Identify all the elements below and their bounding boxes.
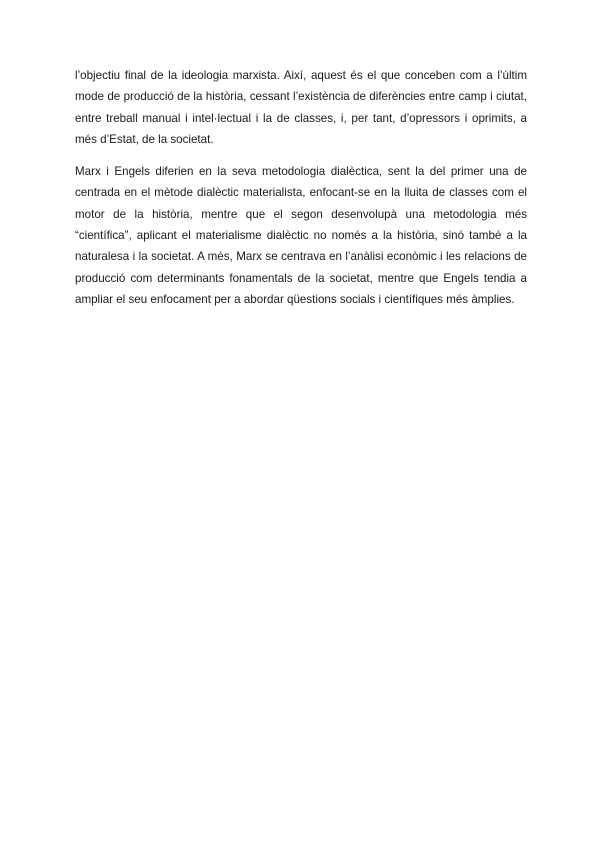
- paragraph-1: l’objectiu final de la ideologia marxista. Així, aquest és el que conceben com a l’últim mode de producció de la història, cessant l’existència de diferències entre camp i ciutat, entre treball manual i intel·lectual i la de classes, i, per tant, d’opressors i oprimits, a més d’Estat, de la societat.: [75, 69, 527, 146]
- body-text: [75, 65, 527, 321]
- paragraph-2: Marx i Engels diferien en la seva metodologia dialèctica, sent la del primer una de centrada en el mètode dialèctic materialista, enfocant-se en la lluita de classes com el motor de la història, mentre que el segon desenvolupà una metodologia més “científica”, aplicant el materialisme dialèctic no només a la història, sinó també a la naturalesa i la societat. A més, Marx se centrava en l’anàlisi econòmic i les relacions de producció com determinants fonamentals de la societat, mentre que Engels tendia a ampliar el seu enfocament per a abordar qüestions socials i científiques més àmplies.: [75, 165, 527, 306]
